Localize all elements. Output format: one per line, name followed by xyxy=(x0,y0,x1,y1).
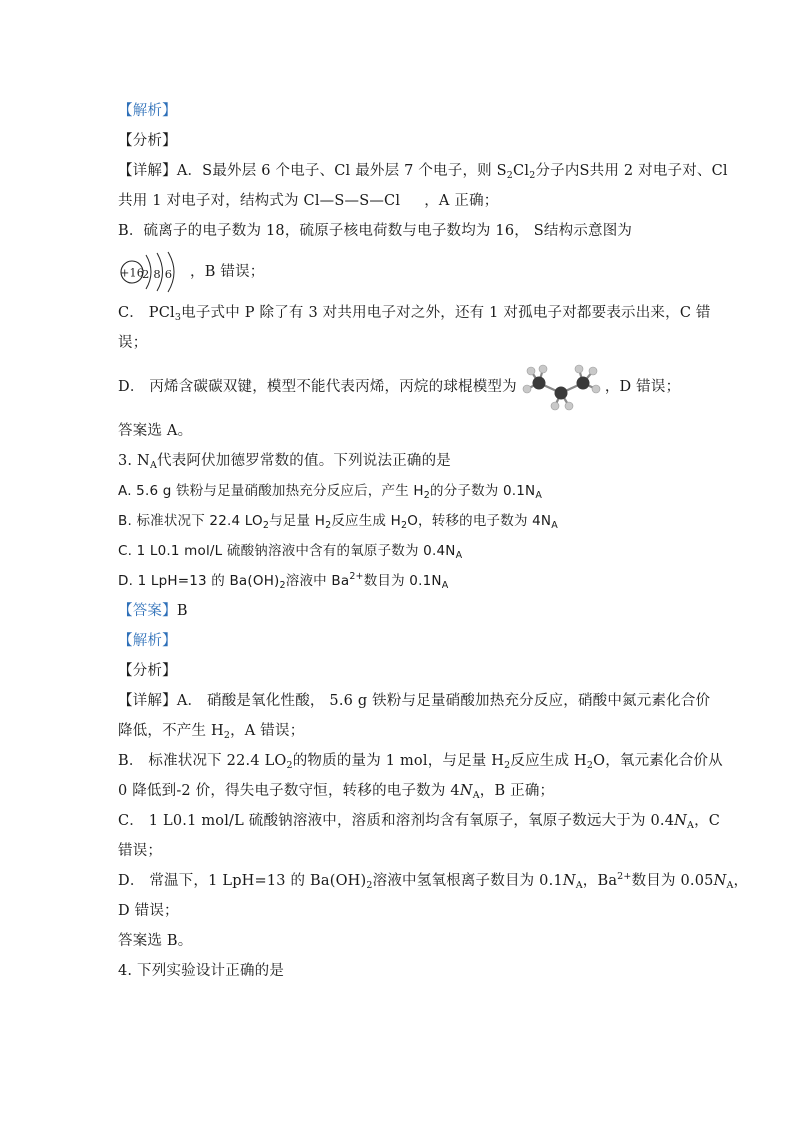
question-3-stem: 3. $N_A$代表阿伏加德罗常数的值。下列说法正确的是 xyxy=(118,453,451,471)
detail-option-a-cont: 共用 1 对电子对，结构式为 Cl—S—S—Cl ，A 正确； xyxy=(118,193,499,209)
section-tag-jiexi-2: 【解析】 xyxy=(118,633,177,649)
propane-ball-stick-model xyxy=(521,361,601,413)
detail-3-option-a: 【详解】A． 硝酸是氧化性酸， 5.6 g 铁粉与足量硝酸加热充分反应，硝酸中氮元素化合价 xyxy=(118,693,711,709)
answer-tag: 【答案】 xyxy=(118,603,177,619)
section-tag-fenxi-2: 【分析】 xyxy=(118,663,177,679)
detail-3-option-b-cont: 0 降低到-2 价，得失电子数守恒，转移的电子数为 $4N_A$，B 正确； xyxy=(118,783,555,801)
detail-option-d: D． 丙烯含碳碳双键，模型不能代表丙烯，丙烷的球棍模型为 ，D 错误； xyxy=(118,358,688,416)
answer-line-2: 答案选 B。 xyxy=(118,933,193,949)
answer-tag-line xyxy=(118,596,688,626)
section-tag-fenxi: 【分析】 xyxy=(118,133,177,149)
question-3-option-a: A. 5.6 g 铁粉与足量硝酸加热充分反应后，产生 $H_2$的分子数为 $0.1N_A$ xyxy=(118,483,543,501)
sulfur-atom-structure-diagram xyxy=(118,250,190,294)
detail-option-b: B．硫离子的电子数为 18，硫原子核电荷数与电子数均为 16， S结构示意图为 xyxy=(118,223,633,239)
detail-option-c-cont: 误； xyxy=(118,335,148,351)
section-tag-jiexi: 【解析】 xyxy=(118,103,177,119)
detail-option-a: 【详解】A．S最外层 6 个电子、Cl 最外层 7 个电子，则 $S_2Cl_2$分子内S共用 2 对电子对、Cl xyxy=(118,163,728,181)
detail-3-option-c: C． 1 L0.1 mol/L 硫酸钠溶液中，溶质和溶剂均含有氧原子，氧原子数远大于为 $0.4N_A$，C xyxy=(118,813,721,831)
document-page xyxy=(118,96,749,986)
detail-3-option-b: B． 标准状况下 22.4 $LO_2$的物质的量为 1 mol，与足量 $H_2$反应生成 $H_2O$，氧元素化合价从 xyxy=(118,753,723,771)
answer-value: B xyxy=(176,603,188,619)
question-4-stem: 4. 下列实验设计正确的是 xyxy=(118,963,285,979)
question-3-option-c: C. 1 L0.1 mol/L 硫酸钠溶液中含有的氧原子数为 $0.4N_A$ xyxy=(118,543,463,561)
detail-3-option-d-cont: D 错误； xyxy=(118,903,179,919)
atom-shell-electrons: 2 8 6 xyxy=(142,267,173,281)
question-3-option-b: B. 标准状况下 22.4 $LO_2$与足量 $H_2$反应生成 $H_2O$，转移的电子数为 $4N_A$ xyxy=(118,513,558,531)
detail-3-option-d: D． 常温下，1 LpH=13 的 $Ba(OH)_2$溶液中氢氧根离子数目为 $0.1N_A$，$Ba^{2+}$数目为 $0.05N_A$， xyxy=(118,871,749,891)
atom-nucleus-label: +16 xyxy=(120,266,144,280)
detail-tag: 【详解】 xyxy=(118,693,177,709)
question-3-option-d: D. 1 LpH=13 的 $Ba(OH)_2$溶液中 $Ba^{2+}$数目为 $0.1N_A$ xyxy=(118,571,449,591)
detail-option-c: C． PCl$_3$电子式中 P 除了有 3 对共用电子对之外，还有 1 对孤电子对都要表示出来，C 错 xyxy=(118,305,711,323)
detail-3-option-c-cont: 错误； xyxy=(118,843,163,859)
detail-3-option-a-cont: 降低，不产生 $H_2$，A 错误； xyxy=(118,723,305,741)
detail-option-b-diagram-row: +16 2 8 6 ，B 错误； xyxy=(118,246,688,298)
answer-line: 答案选 A。 xyxy=(118,423,193,439)
detail-tag: 【详解】 xyxy=(118,163,177,179)
